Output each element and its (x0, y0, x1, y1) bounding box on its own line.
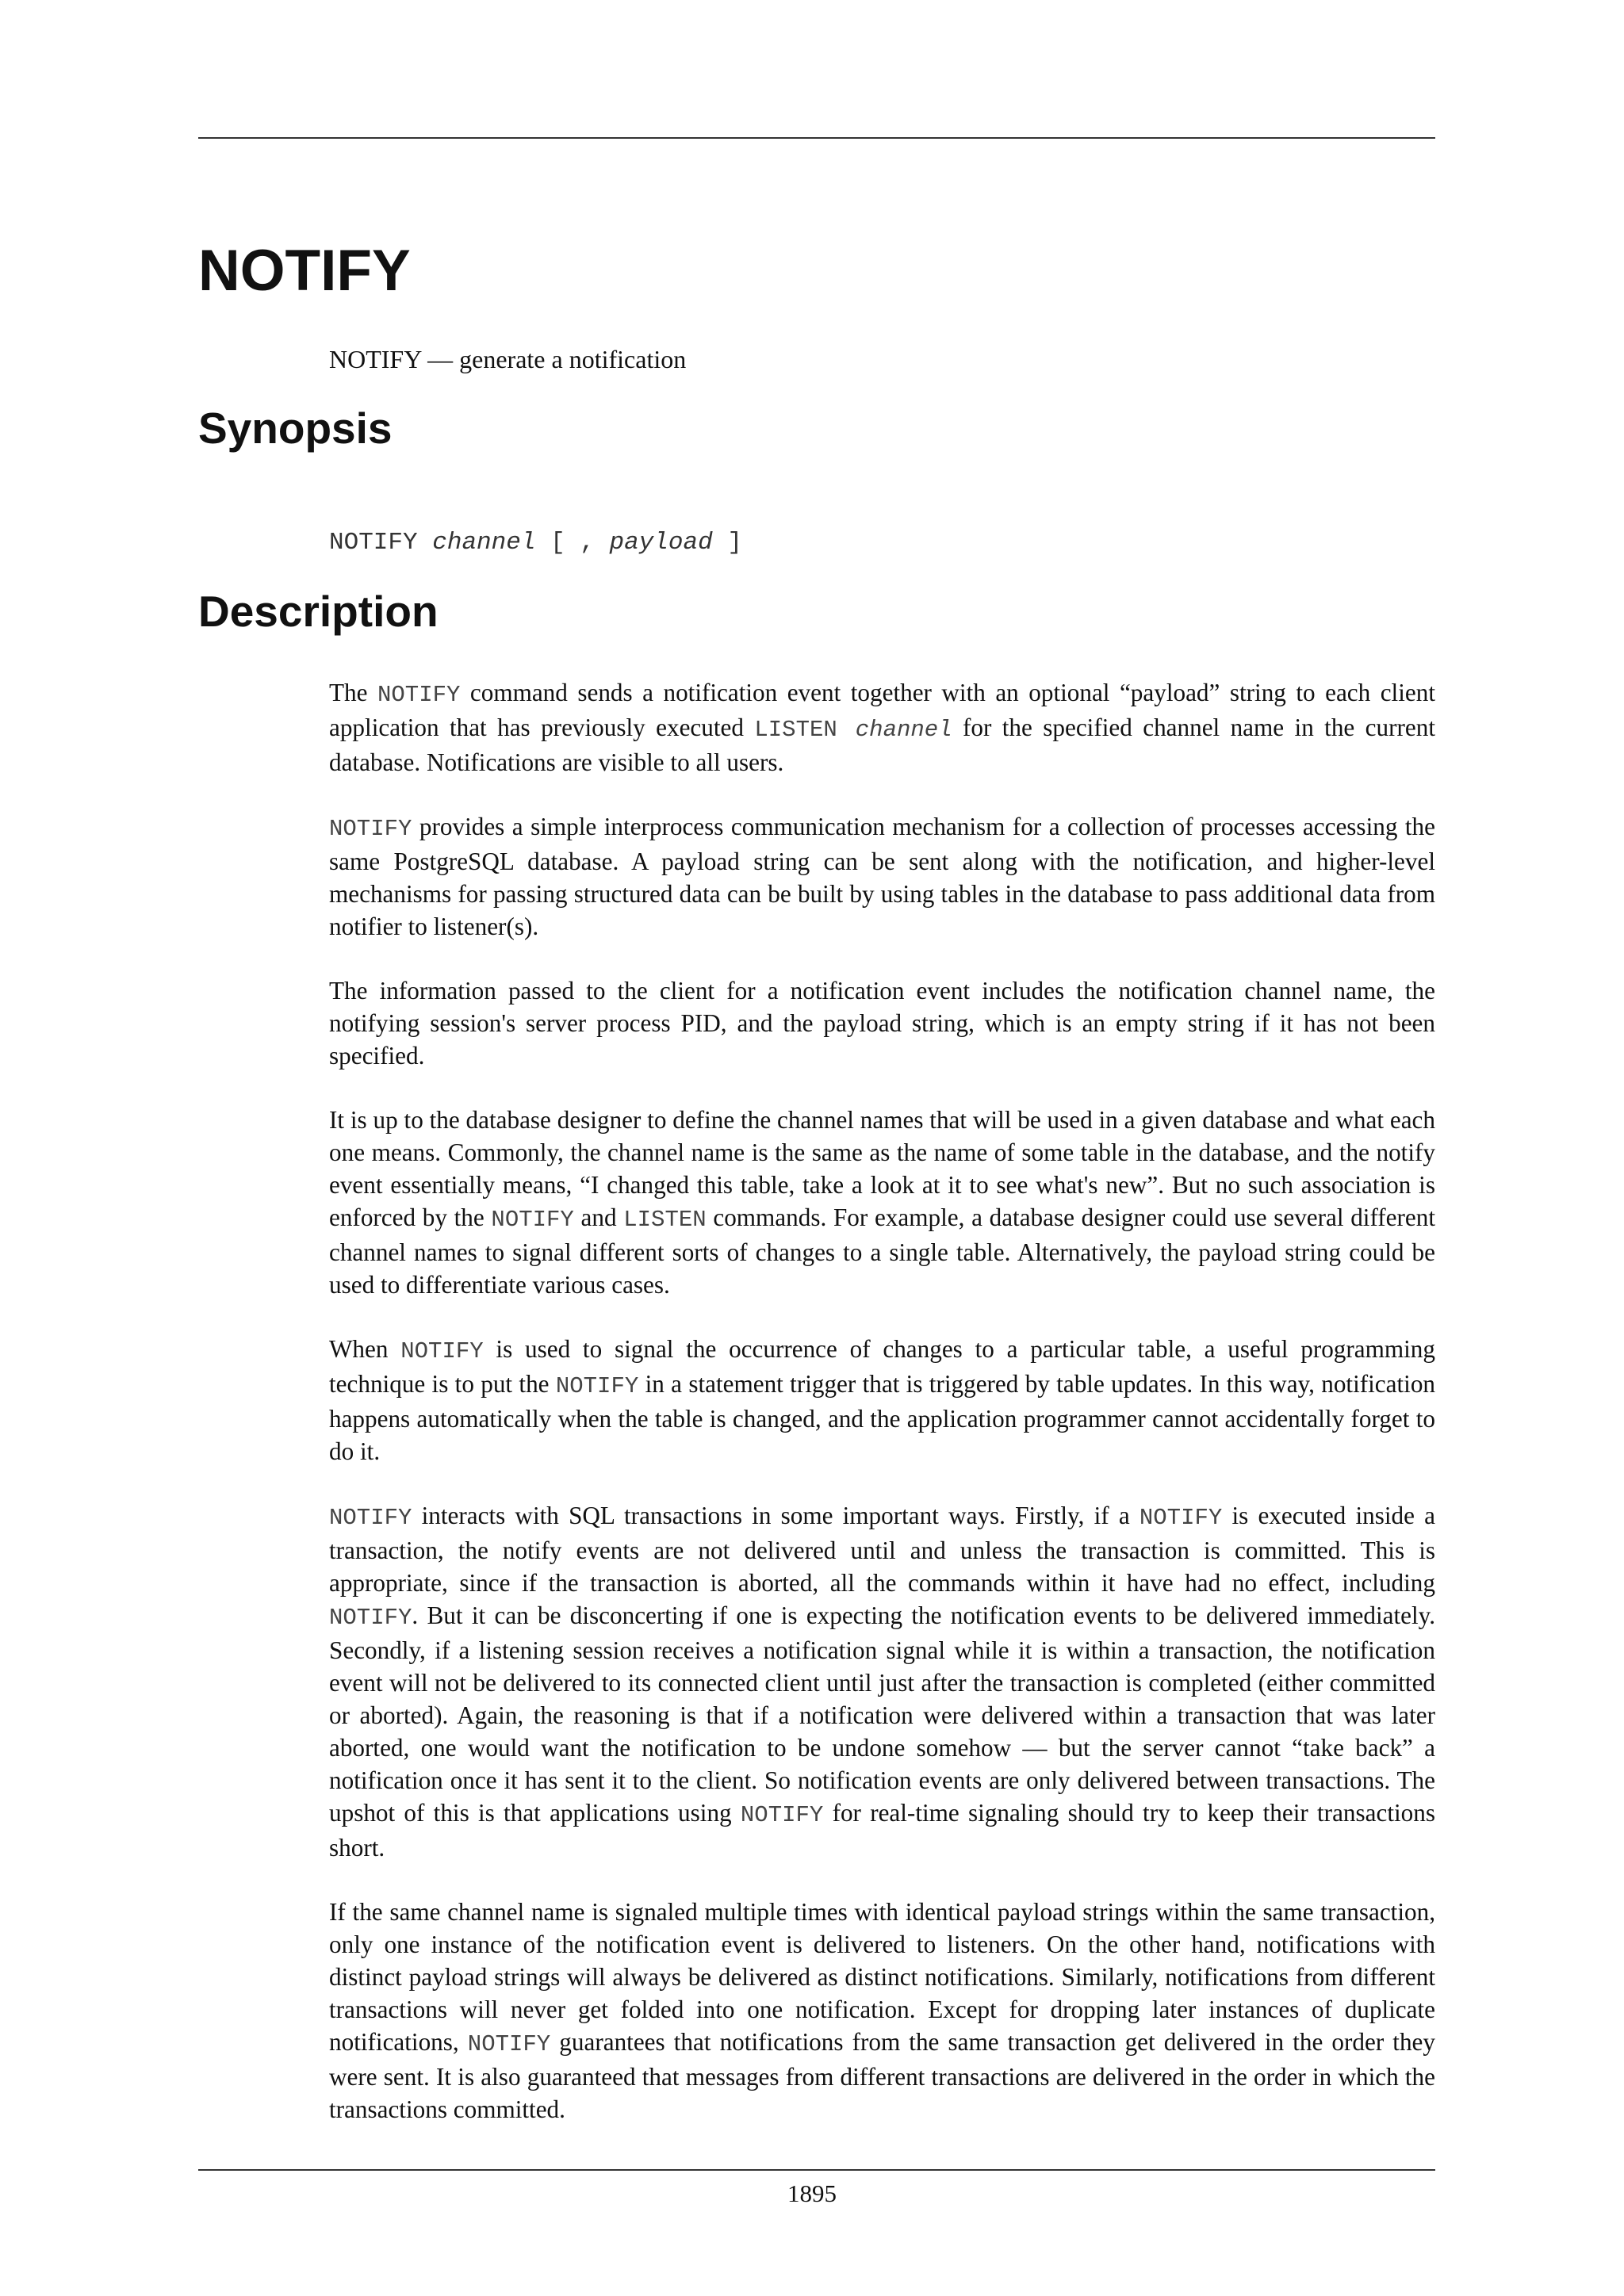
description-paragraph-4 (329, 1104, 1435, 1301)
text-run: When (329, 1335, 401, 1363)
page-number: 1895 (787, 2179, 837, 2207)
text-run: The (329, 679, 377, 706)
text-run: If the same channel name is signaled multiple times with identical payload strings within the same transaction, only one instance of the notification event is delivered to listeners. On the other hand, notifications with distinct payload strings will always be delivered as distinct notifications. Similarly, notifications from different transactions will never get folded into one notification. Except for dropping later instances of duplicate notifications, (329, 1898, 1435, 2056)
code-term: NOTIFY (329, 1605, 412, 1631)
text-run: . But it can be disconcerting if one is expecting the notification events to be delivered immediately. Secondly, if a listening session receives a notification signal while it is within a transaction, the notification event will not be delivered to its connected client until just after the transaction is completed (either committed or aborted). Again, the reasoning is that if a notification were delivered within a transaction that was later aborted, one would want the notification to be undone somehow — but the server cannot “take back” a notification once it has sent it to the client. So notification events are only delivered between transactions. The upshot of this is that applications using (329, 1601, 1435, 1827)
text-run: and (573, 1203, 624, 1231)
synopsis-command: NOTIFY (329, 529, 433, 557)
synopsis-block (329, 528, 742, 557)
description-paragraph-3 (329, 974, 1435, 1072)
code-term: LISTEN (623, 1207, 707, 1233)
header-rule (198, 137, 1435, 139)
text-run: guarantees that notifications from the same transaction get delivered in the order they were sent. It is also guaranteed that messages from different transactions are delivered in the order in which the transactions committed. (329, 2028, 1435, 2123)
description-paragraph-1 (329, 676, 1435, 779)
description-paragraph-7 (329, 1896, 1435, 2126)
code-term: NOTIFY (400, 1338, 484, 1364)
text-run: is used to signal the occurrence of changes to a particular table, a useful programming technique is to put the (329, 1335, 1435, 1398)
synopsis-sep: [ , (535, 529, 610, 557)
code-term: NOTIFY (467, 2031, 551, 2057)
code-term: NOTIFY (1139, 1505, 1223, 1531)
text-run: for the specified channel name in the current database. Notifications are visible to all users. (329, 714, 1435, 776)
text-run: is executed inside a transaction, the notify events are not delivered until and unless the transaction is committed. This is appropriate, since if the transaction is aborted, all the commands within it have had no effect, including (329, 1502, 1435, 1597)
description-paragraph-5 (329, 1333, 1435, 1468)
description-paragraph-2 (329, 810, 1435, 943)
text-run: provides a simple interprocess communication mechanism for a collection of processes accessing the same PostgreSQL database. A payload string can be sent along with the notification, and higher-level mechanisms for passing structured data can be built by using tables in the database to pass additional data from notifier to listener(s). (329, 813, 1435, 940)
description-heading: Description (198, 587, 439, 636)
code-term: LISTEN (754, 717, 856, 743)
code-term-italic: channel (855, 717, 952, 743)
synopsis-heading: Synopsis (198, 404, 393, 453)
text-run: It is up to the database designer to define the channel names that will be used in a given database and what each one means. Commonly, the channel name is the same as the name of some table in the database, and the notify event essentially means, “I changed this table, take a look at it to see what's new”. But no such association is enforced by the (329, 1106, 1435, 1231)
refname-line: NOTIFY — generate a notification (329, 345, 687, 373)
code-term: NOTIFY (740, 1802, 824, 1828)
page-title: NOTIFY (198, 239, 411, 303)
code-term: NOTIFY (377, 682, 461, 708)
text-run: for real-time signaling should try to keep their transactions short. (329, 1799, 1435, 1862)
description-paragraph-6 (329, 1499, 1435, 1864)
text-run: in a statement trigger that is triggered by table updates. In this way, notification happens automatically when the table is changed, and the application programmer cannot accidentally forget to do it. (329, 1370, 1436, 1465)
text-run: interacts with SQL transactions in some important ways. Firstly, if a (412, 1502, 1139, 1529)
code-term: NOTIFY (329, 816, 412, 842)
code-term: NOTIFY (491, 1207, 574, 1233)
code-term: NOTIFY (555, 1373, 639, 1399)
text-run: command sends a notification event together with an optional “payload” string to each client application that has previously executed (329, 679, 1435, 741)
synopsis-payload: payload (609, 529, 713, 557)
synopsis-close: ] (712, 529, 742, 557)
footer-rule (198, 2169, 1435, 2171)
description-body (329, 676, 1435, 2157)
code-term: NOTIFY (329, 1505, 412, 1531)
text-run: commands. For example, a database designer could use several different channel names to signal different sorts of changes to a single table. Alternatively, the payload string could be used to differentiate various cases. (329, 1203, 1436, 1299)
synopsis-channel: channel (432, 529, 536, 557)
text-run: The information passed to the client for a notification event includes the notification channel name, the notifying session's server process PID, and the payload string, which is an empty string if it has not been specified. (329, 977, 1435, 1070)
